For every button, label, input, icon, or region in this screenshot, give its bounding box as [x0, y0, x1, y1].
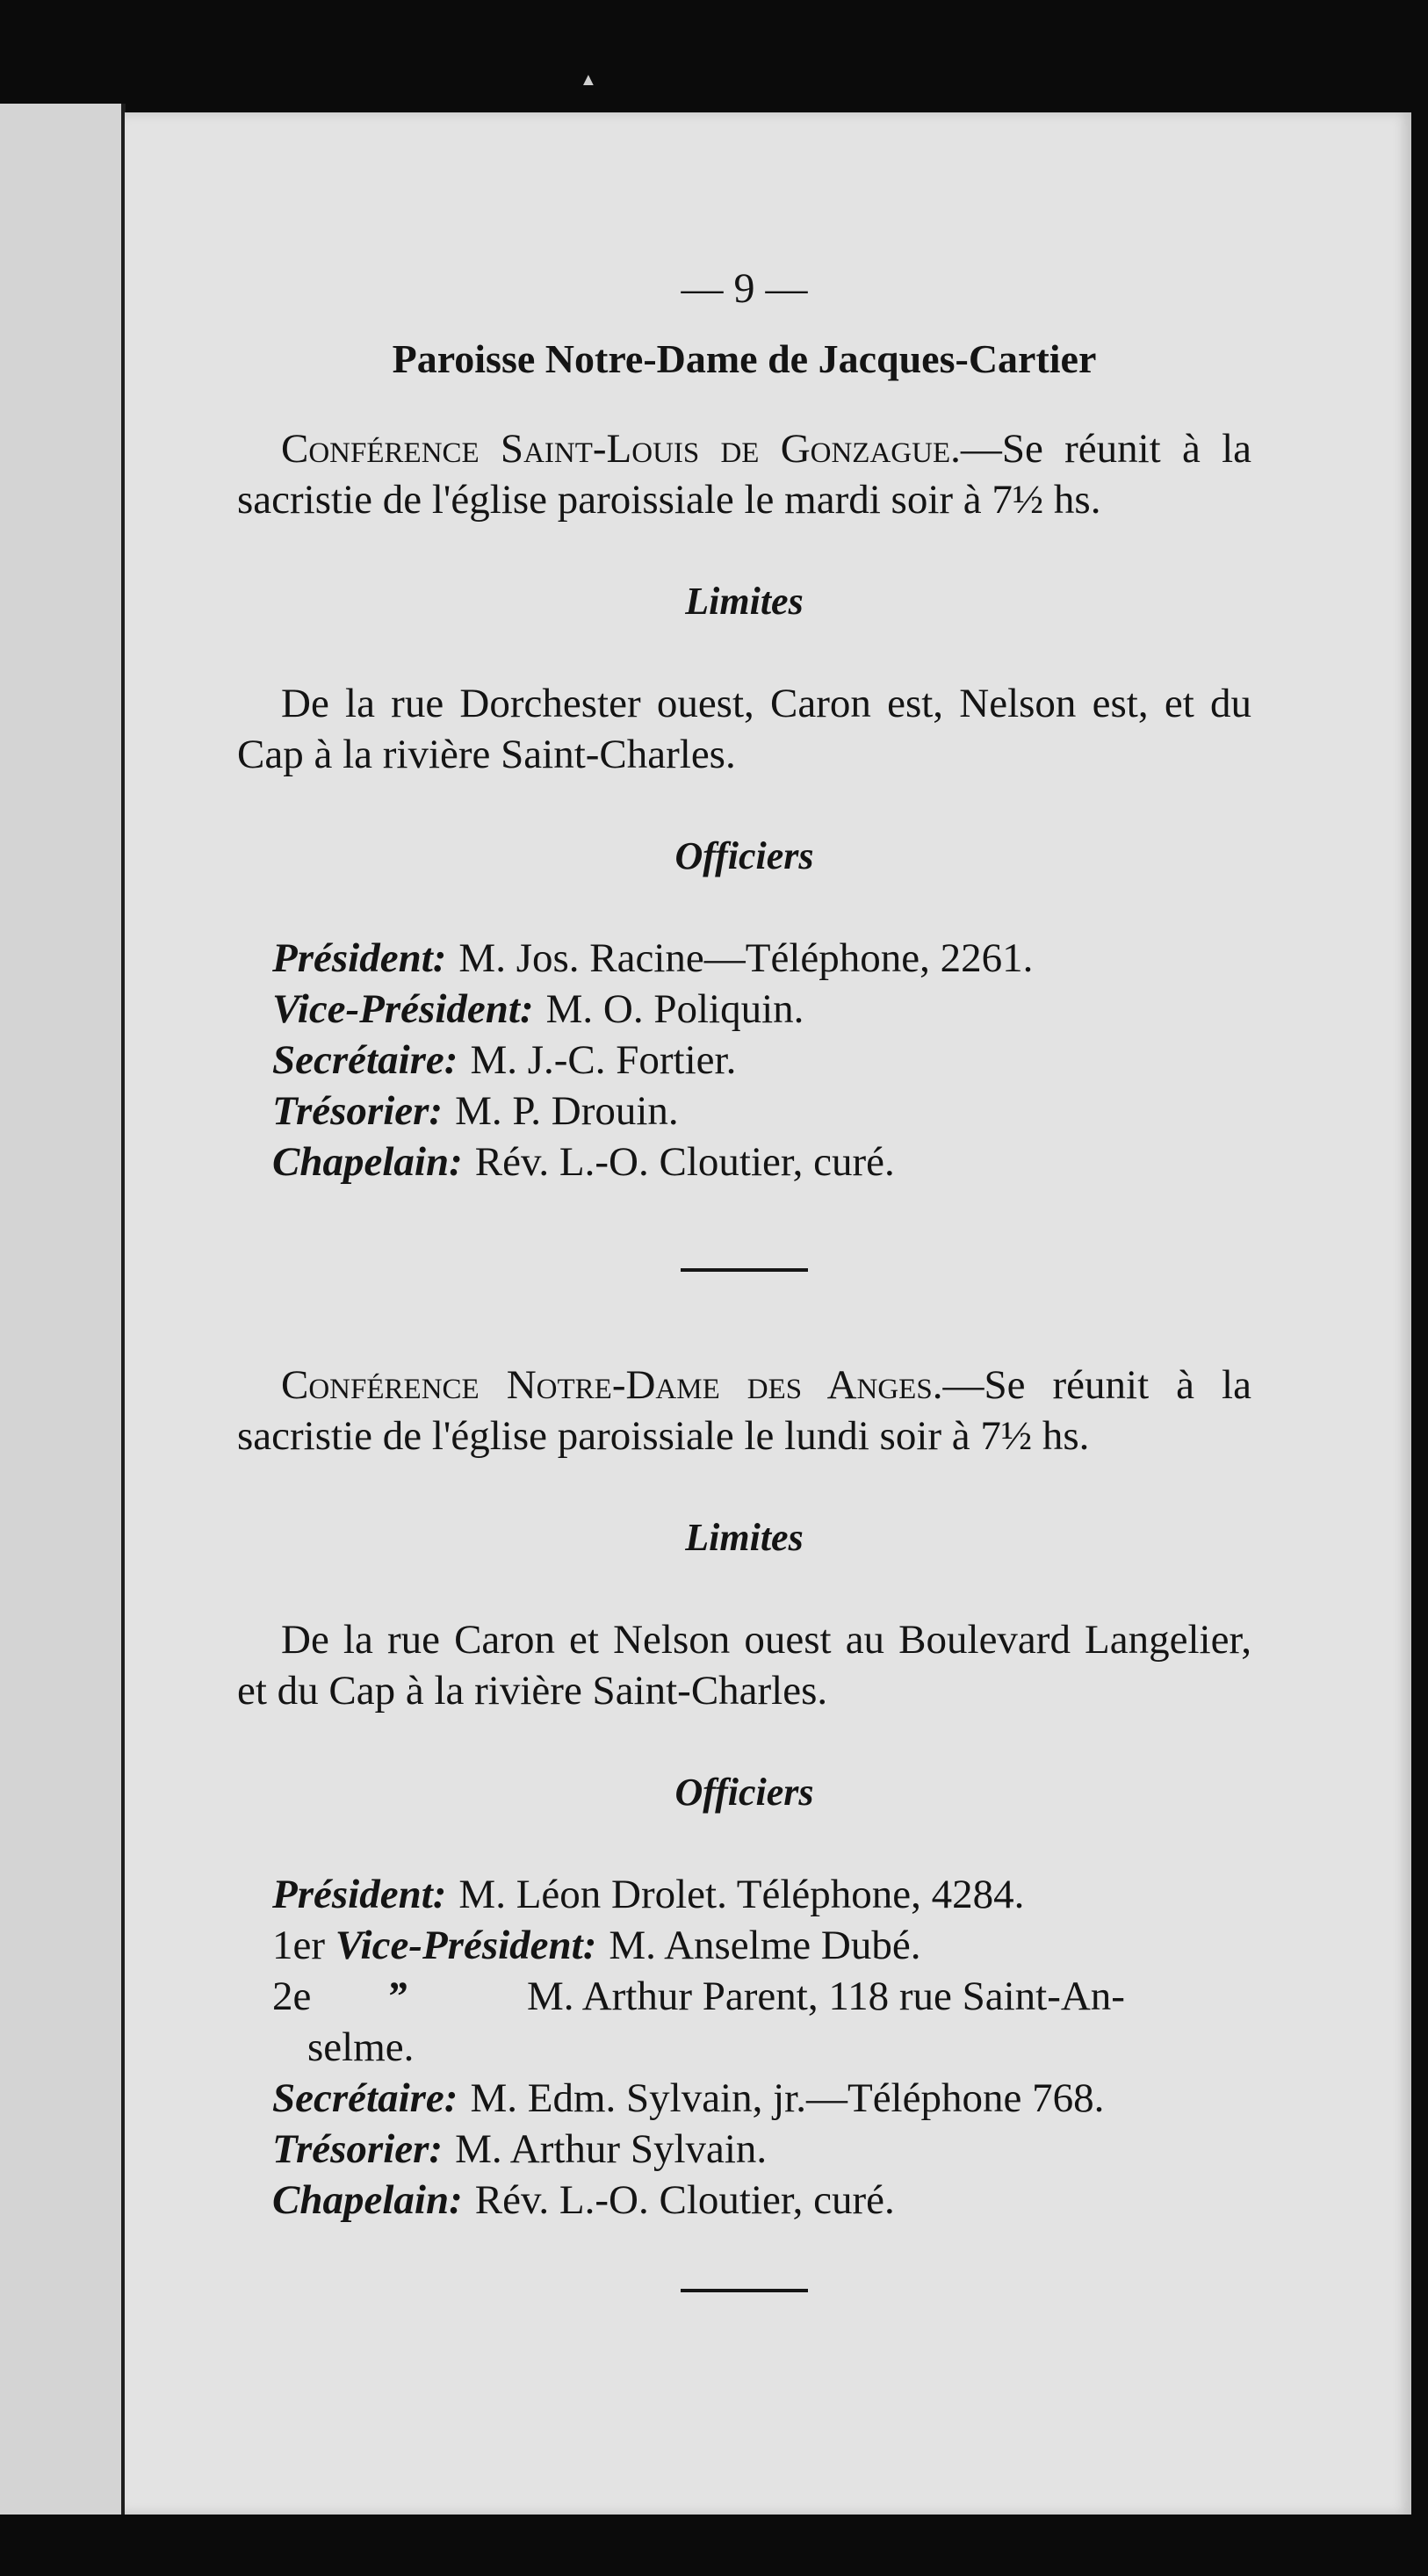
officer-label: Trésorier:	[272, 2126, 444, 2172]
officer-label: Secrétaire:	[272, 1037, 458, 1083]
page-number: — 9 —	[681, 265, 808, 312]
officer-value: M. Jos. Racine—Téléphone, 2261.	[458, 935, 1034, 981]
conference-2-name: Conférence Notre-Dame des Anges.	[281, 1362, 943, 1408]
officer-rank: 1er	[272, 1923, 326, 1968]
conference-1-intro	[237, 423, 1251, 525]
conference-1-officers	[237, 933, 1251, 1187]
officer-value: Rév. L.-O. Cloutier, curé.	[474, 1139, 895, 1185]
officer-row	[272, 1035, 1251, 1086]
officer-label: Trésorier:	[272, 1088, 444, 1134]
officer-value: M. J.-C. Fortier.	[470, 1037, 737, 1083]
conference-1-limits-text: De la rue Dorchester ouest, Caron est, Nelson est, et du Cap à la rivière Saint-Charles.	[237, 681, 1251, 777]
officer-value: Rév. L.-O. Cloutier, curé.	[474, 2177, 895, 2223]
officer-row-president	[272, 1869, 1251, 1920]
ditto-mark: ”	[386, 1973, 407, 2019]
officer-label: Vice-Président:	[272, 986, 534, 1032]
officer-row-vice-2	[272, 1971, 1251, 2022]
officer-label: Secrétaire:	[272, 2075, 458, 2121]
officer-row-vice-1	[272, 1920, 1251, 1971]
officer-row	[272, 1136, 1251, 1187]
scan-mark-icon: ▲	[580, 70, 597, 90]
section-divider	[681, 2289, 808, 2292]
officer-rank: 2e	[272, 1973, 312, 2019]
officer-value: M. Arthur Parent, 118 rue Saint-An-	[527, 1973, 1125, 2019]
conference-2-meeting: —Se réunit à la sacristie de l'église paroissiale le lundi soir à 7½ hs.	[237, 1362, 1251, 1459]
conference-2-limits-heading: Limites	[685, 1516, 804, 1559]
section-divider	[681, 1268, 808, 1272]
officer-value: M. Léon Drolet. Téléphone, 4284.	[458, 1872, 1025, 1917]
officer-label: Président:	[272, 1872, 447, 1917]
officer-label: Vice-Président:	[335, 1923, 597, 1968]
officer-value: M. Arthur Sylvain.	[455, 2126, 768, 2172]
officer-row	[272, 933, 1251, 984]
officer-row-treasurer	[272, 2124, 1251, 2175]
officer-value: M. Anselme Dubé.	[609, 1923, 921, 1968]
conference-1-limits-heading: Limites	[685, 580, 804, 623]
officer-label: Président:	[272, 935, 447, 981]
officer-value: M. P. Drouin.	[455, 1088, 679, 1134]
officer-label: Chapelain:	[272, 2177, 463, 2223]
officer-row-continuation: selme.	[307, 2024, 415, 2070]
conference-2-officers-heading: Officiers	[674, 1771, 814, 1814]
officer-value: M. Edm. Sylvain, jr.—Téléphone 768.	[470, 2075, 1105, 2121]
conference-2-limits-text: De la rue Caron et Nelson ouest au Boulevard Langelier, et du Cap à la rivière Saint-Charles.	[237, 1617, 1251, 1714]
adjacent-page-edge	[0, 104, 126, 2515]
officer-value: M. O. Poliquin.	[545, 986, 804, 1032]
conference-2-officers	[237, 1869, 1251, 2226]
officer-row-chaplain	[272, 2175, 1251, 2226]
conference-1-name: Conférence Saint-Louis de Gonzague.	[281, 426, 961, 472]
page-content	[237, 263, 1251, 2292]
conference-1-officers-heading: Officiers	[674, 834, 814, 877]
parish-title: Paroisse Notre-Dame de Jacques-Cartier	[392, 336, 1097, 381]
officer-row	[272, 1086, 1251, 1136]
officer-row-secretary	[272, 2073, 1251, 2124]
officer-label: Chapelain:	[272, 1139, 463, 1185]
conference-1-meeting: —Se réunit à la sacristie de l'église paroissiale le mardi soir à 7½ hs.	[237, 426, 1251, 523]
conference-2-intro	[237, 1360, 1251, 1461]
officer-row	[272, 984, 1251, 1035]
